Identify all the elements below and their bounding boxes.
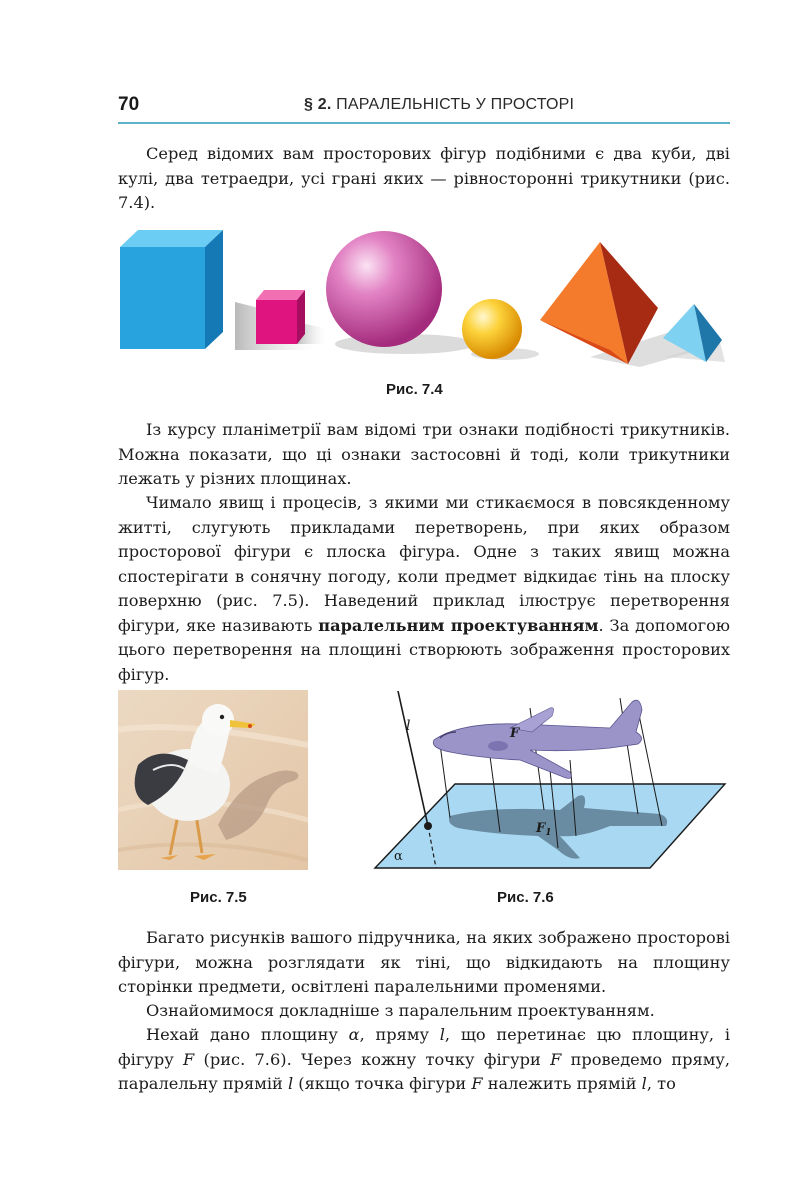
- paragraph-6: [118, 1023, 730, 1097]
- small-sphere: [462, 299, 539, 360]
- figure-7-6-caption: Рис. 7.6: [497, 889, 554, 906]
- page-header: [118, 92, 730, 122]
- section-title: [304, 96, 574, 114]
- paragraph-4-text: Багато рисунків вашого підручника, на яких зображено просторові фігури, можна розглядати як тіні, що відкидають на площину сторінки предмети, освітлені паралельними променями.: [118, 928, 730, 996]
- paragraph-2-text: Із курсу планіметрії вам відомі три ознаки подібності трикутників. Можна показати, що ці ознаки застосовні й тоді, коли трикутники лежать у різних площинах.: [118, 420, 730, 488]
- label-l: l: [406, 718, 411, 734]
- paragraph-1-text: Серед відомих вам просторових фігур подібними є два куби, дві кулі, два тетраедри, усі грані яких — рівносторонні трикутники (рис. 7.4).: [118, 144, 730, 212]
- seagull-illustration: [118, 690, 308, 870]
- figure-7-5-caption: Рис. 7.5: [190, 889, 247, 906]
- line-l: [398, 691, 428, 826]
- header-divider: [118, 122, 730, 124]
- big-sphere: [326, 231, 475, 354]
- figure-7-5: [118, 690, 308, 870]
- paragraph-3-text: [118, 491, 730, 687]
- paragraph-3-end: . За допомогою цього перетворення на площині створюють зображення просторових фігур.: [118, 615, 730, 684]
- figure-7-4: [110, 222, 730, 372]
- paragraph-1: [118, 142, 730, 216]
- label-F: F: [510, 726, 520, 741]
- paragraph-6-text: Нехай дано площину α, пряму l, що перетинає цю площину, і фігуру F (рис. 7.6). Через кожну точку фігури F проведемо пряму, паралельну прямій l (якщо точка фігури F належить прямій l, то: [118, 1025, 731, 1093]
- paragraph-3-start: Чимало явищ і процесів, з якими ми стикаємося в повсякденному житті, слугують прикладами перетворень, при яких образом просторової фігури є плоска фігура. Одне з таких явищ можна спостерігати в сонячну погоду, коли предмет відкидає тінь на плоску поверхню (рис. 7.5). Наведений приклад ілюструє перетворення фігури, яке називають: [118, 493, 730, 635]
- paragraph-3: [118, 491, 730, 687]
- figure-7-6: [370, 688, 730, 873]
- paragraph-2: [118, 418, 730, 492]
- section-mark: § 2.: [304, 96, 332, 113]
- intersection-point: [424, 822, 432, 830]
- section-title-text: ПАРАЛЕЛЬНІСТЬ У ПРОСТОРІ: [336, 96, 575, 113]
- page-number: 70: [118, 94, 140, 115]
- airplane-f: [433, 700, 642, 778]
- big-tetrahedron: [540, 242, 700, 367]
- paragraph-5-text: Ознайомимося докладніше з паралельним проектуванням.: [146, 1001, 655, 1020]
- label-alpha: α: [394, 849, 403, 864]
- small-cube: [256, 290, 325, 344]
- label-F1: $F_1$: [536, 821, 552, 838]
- figure-7-4-caption: Рис. 7.4: [386, 381, 443, 398]
- paragraph-5: [118, 999, 730, 1024]
- term-parallel-projection: паралельним проектуванням: [318, 615, 599, 635]
- paragraph-4: [118, 926, 730, 1000]
